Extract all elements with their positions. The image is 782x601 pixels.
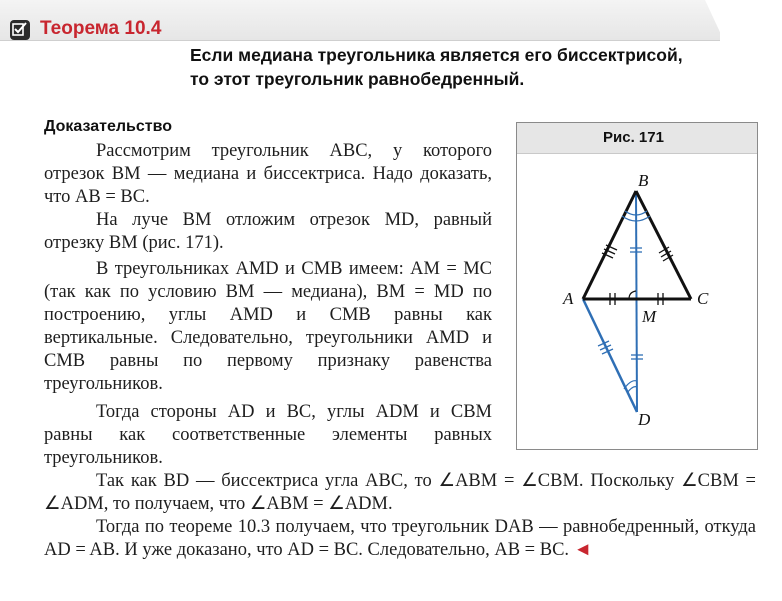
- median-bd-line: [636, 191, 637, 412]
- triangle-diagram: [517, 123, 757, 449]
- proof-paragraph-6: [44, 516, 756, 562]
- theorem-statement: [190, 43, 770, 91]
- statement-line-1: Если медиана треугольника является его биссектрисой,: [190, 45, 683, 65]
- point-label-a: A: [563, 289, 574, 308]
- point-label-c: C: [697, 289, 709, 308]
- point-label-m: M: [642, 307, 657, 326]
- proof-paragraph-1: Рассмотрим треугольник ABC, у которого отрезок BM — медиана и биссектриса. Надо доказать, что AB = BC.: [44, 141, 492, 207]
- tick-marks-ad: [598, 341, 613, 354]
- proof-paragraph-3: В треугольниках AMD и CMB имеем: AM = MC (так как по условию BM — медиана), BM = MD по построению, углы AMD и CMB равны как вертикальные. Следовательно, треугольники AMD и CMB равны по первому признаку равенства треугольников.: [44, 259, 492, 394]
- proof-paragraph-4: Тогда стороны AD и BC, углы ADM и CBM равны как соответственные элементы равных треугольников.: [44, 402, 492, 468]
- side-ab-line: [583, 191, 636, 299]
- end-of-proof-marker: ◄: [573, 540, 592, 560]
- side-bc-line: [636, 191, 691, 299]
- proof-title: Доказательство: [44, 118, 172, 135]
- side-ad-line: [583, 299, 637, 412]
- figure-caption: Рис. 171: [603, 129, 664, 146]
- point-label-d: D: [638, 410, 651, 429]
- proof-paragraph-5: Так как BD — биссектриса угла ABC, то ∠ABM = ∠CBM. Поскольку ∠CBM = ∠ADM, то получаем, что ∠ABM = ∠ADM.: [44, 471, 756, 514]
- proof-paragraph-2: На луче BM отложим отрезок MD, равный отрезку BM (рис. 171).: [44, 210, 492, 253]
- figure-171: [516, 122, 758, 450]
- proof-paragraph-6-text: Тогда по теореме 10.3 получаем, что треугольник DAB — равнобедренный, откуда AD = AB. И уже доказано, что AD = BC. Следовательно, AB = BC.: [44, 517, 756, 560]
- checkmark-icon: [10, 20, 30, 40]
- theorem-label: Теорема 10.4: [40, 18, 162, 39]
- point-label-b: B: [638, 171, 649, 190]
- statement-line-2: то этот треугольник равнобедренный.: [190, 69, 525, 89]
